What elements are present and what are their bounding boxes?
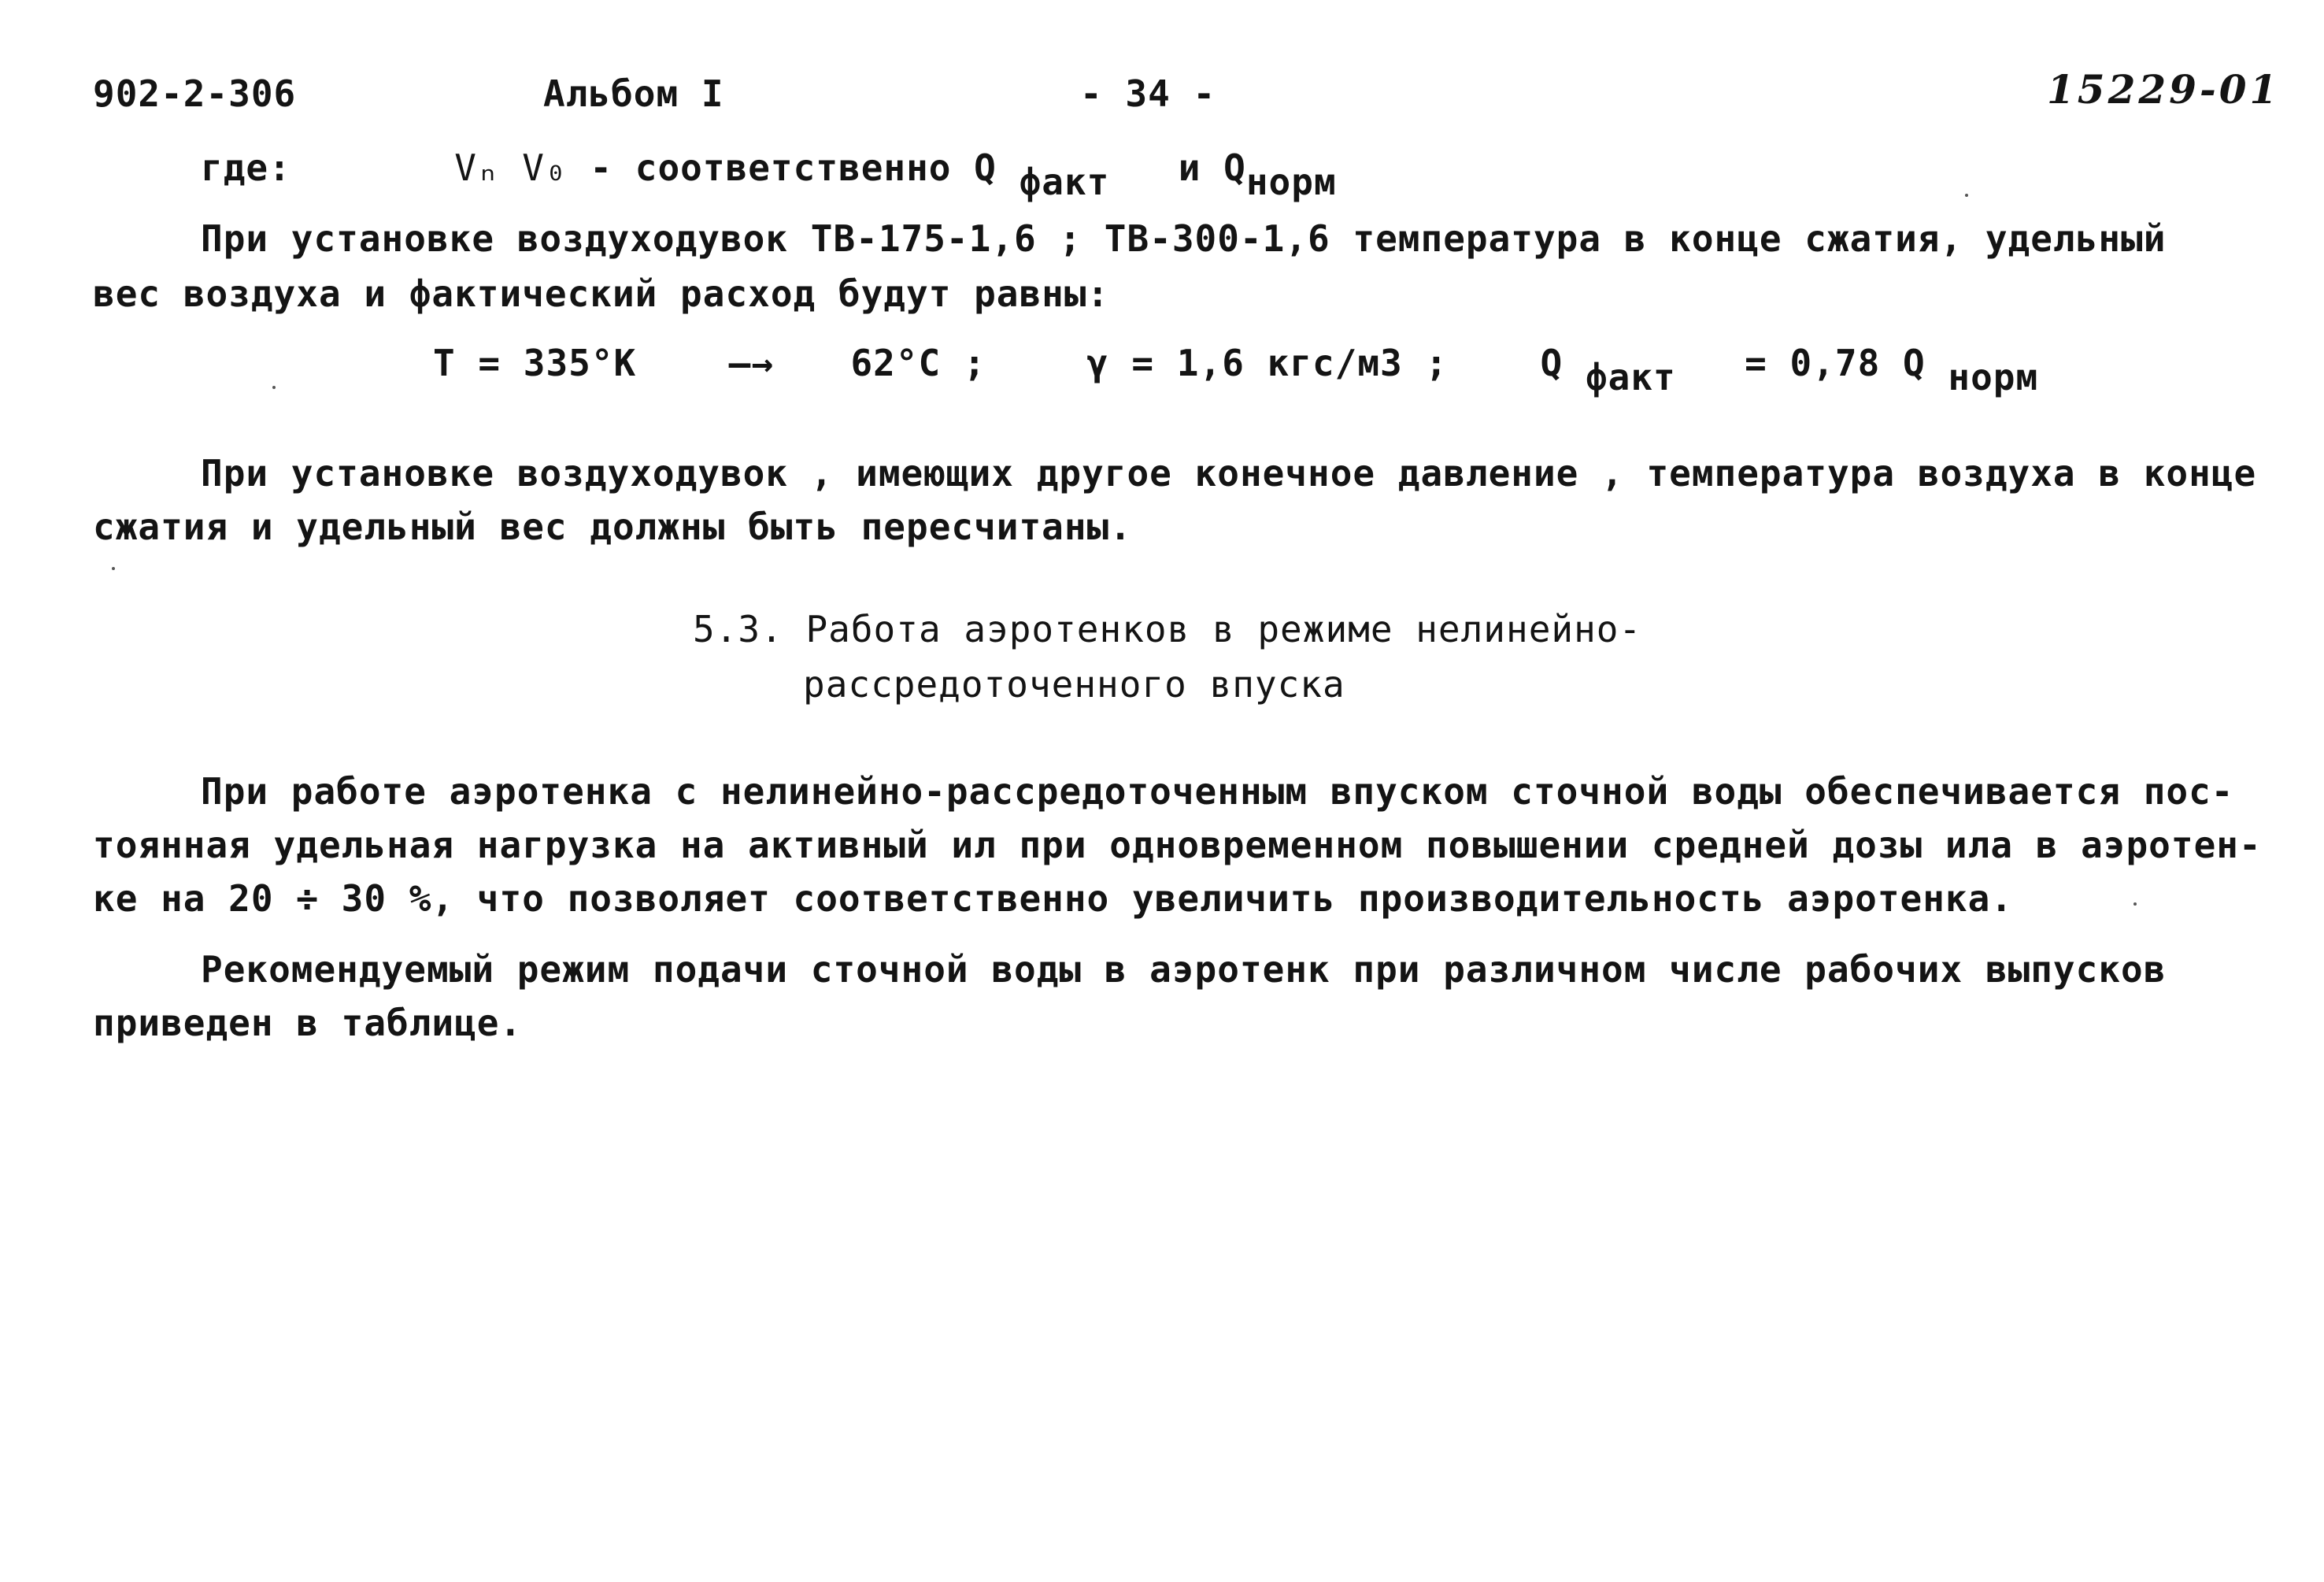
formula-line xyxy=(433,342,2039,398)
arrow-icon: —→ xyxy=(728,342,775,384)
section-heading-line1: 5.3. Работа аэротенков в режиме нелинейно- xyxy=(693,608,1642,650)
where-and: и Q xyxy=(1178,146,1246,189)
formula-temperature-k: T = 335°K xyxy=(433,342,637,384)
formula-temperature-c: 62°C ; xyxy=(850,342,986,384)
formula-q: Q xyxy=(1540,342,1564,384)
scan-speck xyxy=(112,567,115,570)
where-variables: Vₙ V₀ xyxy=(454,146,568,189)
formula-gamma: γ = 1,6 кгс/м3 ; xyxy=(1086,342,1449,384)
paragraph3-line2: тоянная удельная нагрузка на активный ил при одновременном повышении средней дозы ила в аэротен- xyxy=(93,824,2262,866)
paragraph4-line2: приведен в таблице. xyxy=(93,1002,523,1044)
where-label: где: xyxy=(201,146,291,189)
paragraph3-line1: При работе аэротенка с нелинейно-рассредоточенным впуском сточной воды обеспечивается пос- xyxy=(201,770,2234,813)
scan-speck xyxy=(1965,194,1968,197)
scan-speck xyxy=(272,386,276,389)
formula-q-sub: факт xyxy=(1585,356,1676,398)
page-number: - 34 - xyxy=(1080,72,1216,115)
paragraph1-line1: При установке воздуходувок ТВ-175-1,6 ; ТВ-300-1,6 температура в конце сжатия, удельный xyxy=(201,217,2167,260)
document-code: 902-2-306 xyxy=(93,72,297,115)
where-line xyxy=(201,146,1337,203)
formula-q2-sub: норм xyxy=(1948,356,2039,398)
paragraph4-line1: Рекомендуемый режим подачи сточной воды в аэротенк при различном числе рабочих выпусков xyxy=(201,948,2167,991)
where-sub-norm: норм xyxy=(1245,161,1337,203)
scan-speck xyxy=(2133,902,2137,906)
handwritten-number: 15229-01 xyxy=(2047,66,2281,113)
album-label: Альбом I xyxy=(543,72,724,115)
section-heading-line2: рассредоточенного впуска xyxy=(803,663,1345,706)
formula-eq: = 0,78 Q xyxy=(1745,342,1926,384)
paragraph2-line1: При установке воздуходувок , имеющих другое конечное давление , температура воздуха в конце xyxy=(201,452,2257,495)
paragraph2-line2: сжатия и удельный вес должны быть пересчитаны. xyxy=(93,506,1132,548)
where-sub-fact: факт xyxy=(1019,161,1110,203)
where-text: - соответственно Q xyxy=(590,146,997,189)
paragraph1-line2: вес воздуха и фактический расход будут равны: xyxy=(93,272,1110,315)
paragraph3-line3: ке на 20 ÷ 30 %, что позволяет соответственно увеличить производительность аэротенка. xyxy=(93,877,2014,920)
